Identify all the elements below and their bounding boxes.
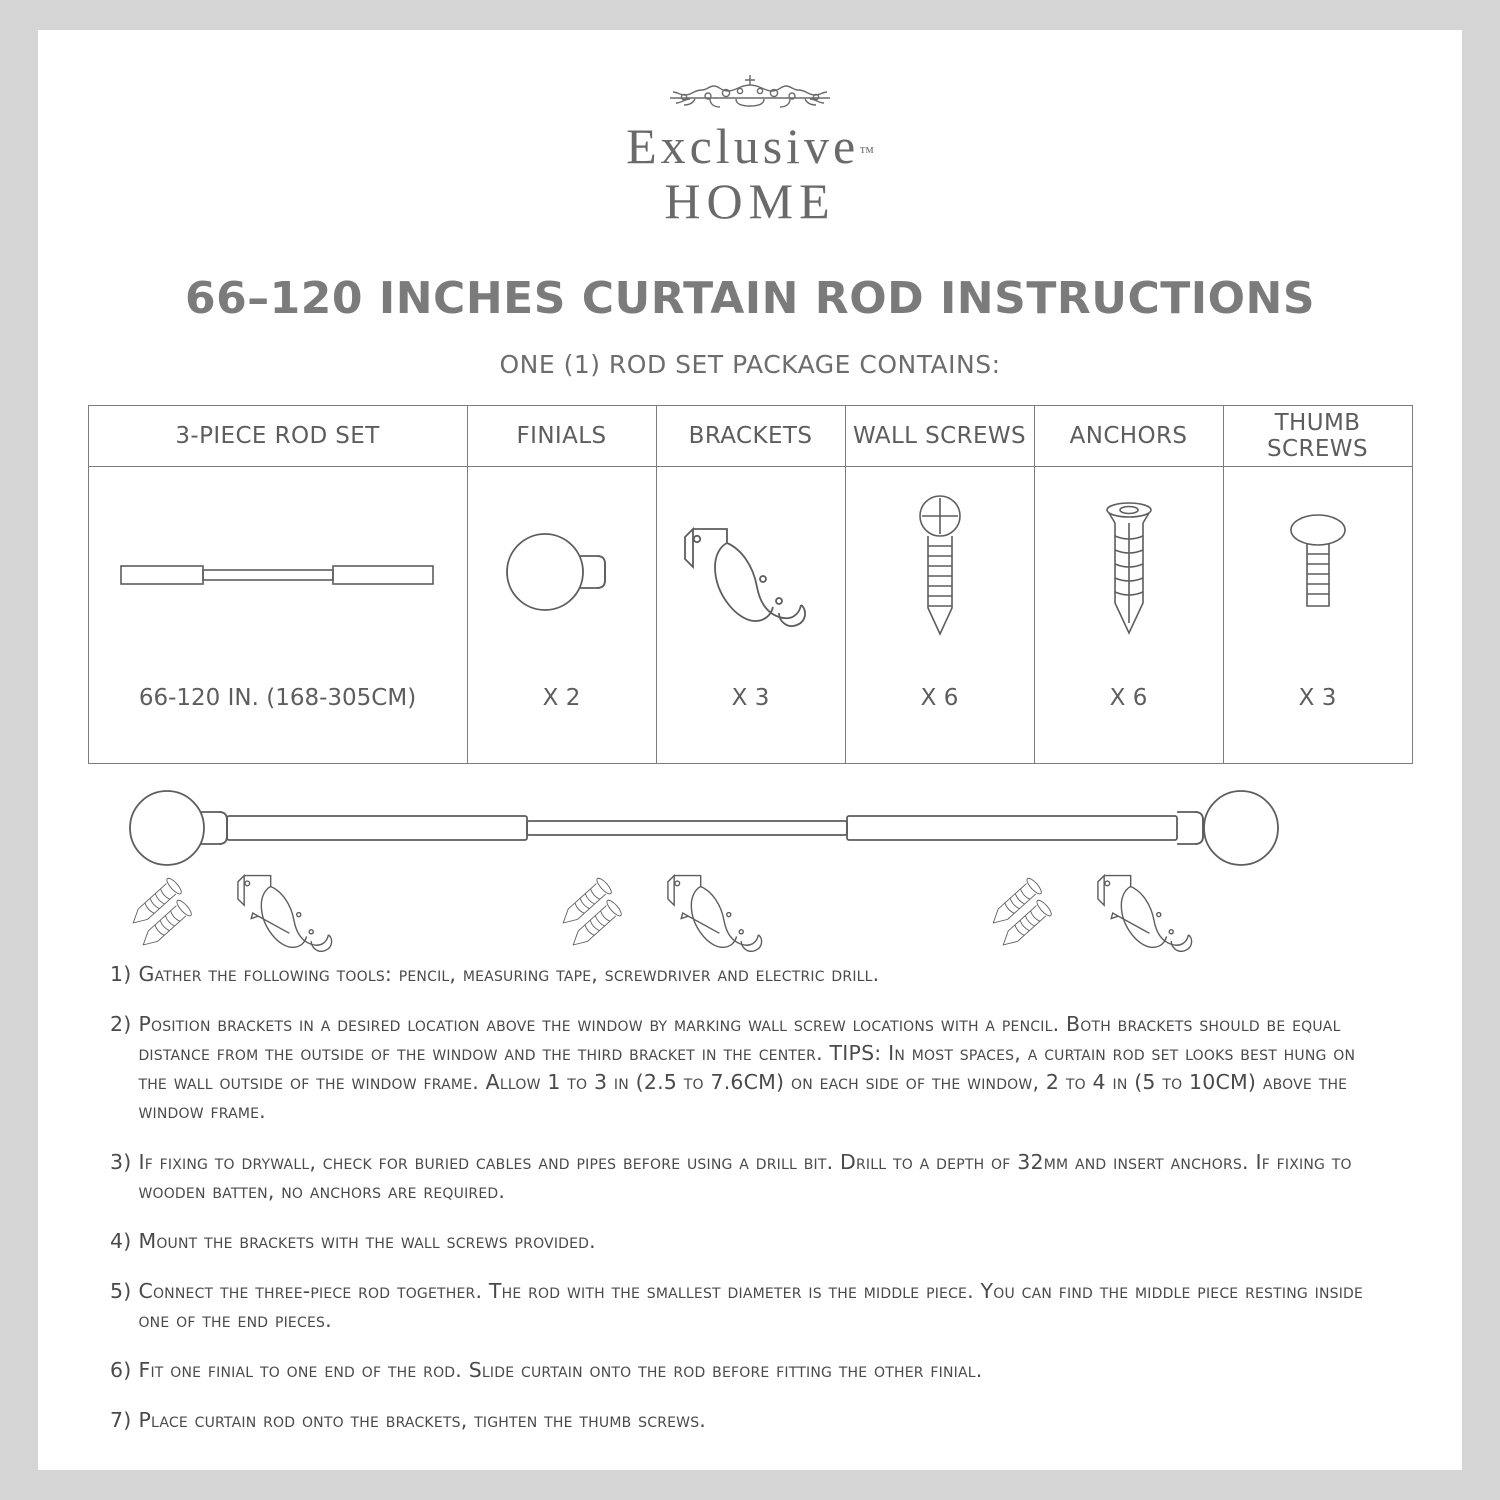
table-header-cell: WALL SCREWS <box>845 406 1034 467</box>
anchor-icon <box>1084 494 1174 654</box>
step-text: Position brackets in a desired location above the window by marking wall screw locations with a pencil. Both brackets should be equal distance from the outside of the window and the third bracket in the center. TIPS: In most spaces, a curtain rod set looks best hung on the wall outside of the window frame. Allow 1 to 3 in (2.5 to 7.6CM) on each side of the window, 2 to 4 in (5 to 10CM) above the window frame. <box>138 1012 1356 1124</box>
step-number: 1) <box>110 962 132 986</box>
step-number: 5) <box>110 1278 132 1303</box>
table-quantity-cell: X 3 <box>1223 684 1412 764</box>
table-image-cell <box>656 467 845 685</box>
brand-trademark: ™ <box>859 144 874 161</box>
instruction-step <box>110 1277 1390 1335</box>
bracket-icon <box>671 509 831 639</box>
step-text: If fixing to drywall, check for buried cables and pipes before using a drill bit. Drill to a depth of 32mm and insert anchors. If fixing to wooden batten, no anchors are required. <box>138 1149 1352 1203</box>
step-number: 3) <box>110 1149 132 1174</box>
table-quantity-cell: X 6 <box>845 684 1034 764</box>
table-image-cell <box>1034 467 1223 685</box>
table-header-cell: FINIALS <box>467 406 656 467</box>
wall-screw-icon <box>895 494 985 654</box>
instruction-step <box>110 1406 1390 1435</box>
page-title: 66–120 INCHES CURTAIN ROD INSTRUCTIONS <box>184 273 1316 324</box>
finial-icon <box>487 514 637 634</box>
table-quantity-cell: X 3 <box>656 684 845 764</box>
step-text: Mount the brackets with the wall screws provided. <box>138 1228 596 1253</box>
instruction-steps <box>110 960 1390 1435</box>
instruction-sheet <box>38 30 1462 1470</box>
thumb-screw-icon <box>1273 504 1363 644</box>
step-text: Fit one finial to one end of the rod. Slide curtain onto the rod before fitting the other finial. <box>138 1358 983 1383</box>
assembled-curtain-rod-diagram <box>97 782 1403 952</box>
step-number: 6) <box>110 1358 132 1383</box>
instruction-step <box>110 1227 1390 1256</box>
table-image-cell <box>845 467 1034 685</box>
table-image-row <box>88 467 1412 685</box>
instruction-step <box>110 960 1390 989</box>
table-image-cell <box>467 467 656 685</box>
step-text: Place curtain rod onto the brackets, tighten the thumb screws. <box>138 1408 707 1433</box>
instruction-step <box>110 1356 1390 1385</box>
step-number: 7) <box>110 1408 132 1433</box>
page-subtitle: ONE (1) ROD SET PACKAGE CONTAINS: <box>499 350 1001 379</box>
scroll-ornament-icon <box>640 72 860 114</box>
table-header-cell: 3-PIECE ROD SET <box>88 406 467 467</box>
table-header-cell: BRACKETS <box>656 406 845 467</box>
instruction-step <box>110 1010 1390 1126</box>
rod-set-icon <box>113 534 443 614</box>
table-quantity-cell: X 6 <box>1034 684 1223 764</box>
parts-table <box>88 405 1413 764</box>
brand-logo <box>38 30 1462 227</box>
table-header-cell: THUMB SCREWS <box>1223 406 1412 467</box>
step-number: 2) <box>110 1012 132 1037</box>
table-quantity-row <box>88 684 1412 764</box>
brand-subname: HOME <box>664 172 836 229</box>
step-text: Gather the following tools: pencil, measuring tape, screwdriver and electric drill. <box>138 962 880 986</box>
table-image-cell <box>88 467 467 685</box>
step-text: Connect the three-piece rod together. The rod with the smallest diameter is the middle piece. You can find the middle piece resting inside one of the end pieces. <box>138 1278 1364 1332</box>
instruction-step <box>110 1148 1390 1206</box>
table-header-row <box>88 406 1412 467</box>
brand-name: Exclusive <box>626 118 860 174</box>
table-header-cell: ANCHORS <box>1034 406 1223 467</box>
step-number: 4) <box>110 1228 132 1253</box>
table-quantity-cell: X 2 <box>467 684 656 764</box>
table-image-cell <box>1223 467 1412 685</box>
table-quantity-cell: 66-120 IN. (168-305CM) <box>88 684 467 764</box>
